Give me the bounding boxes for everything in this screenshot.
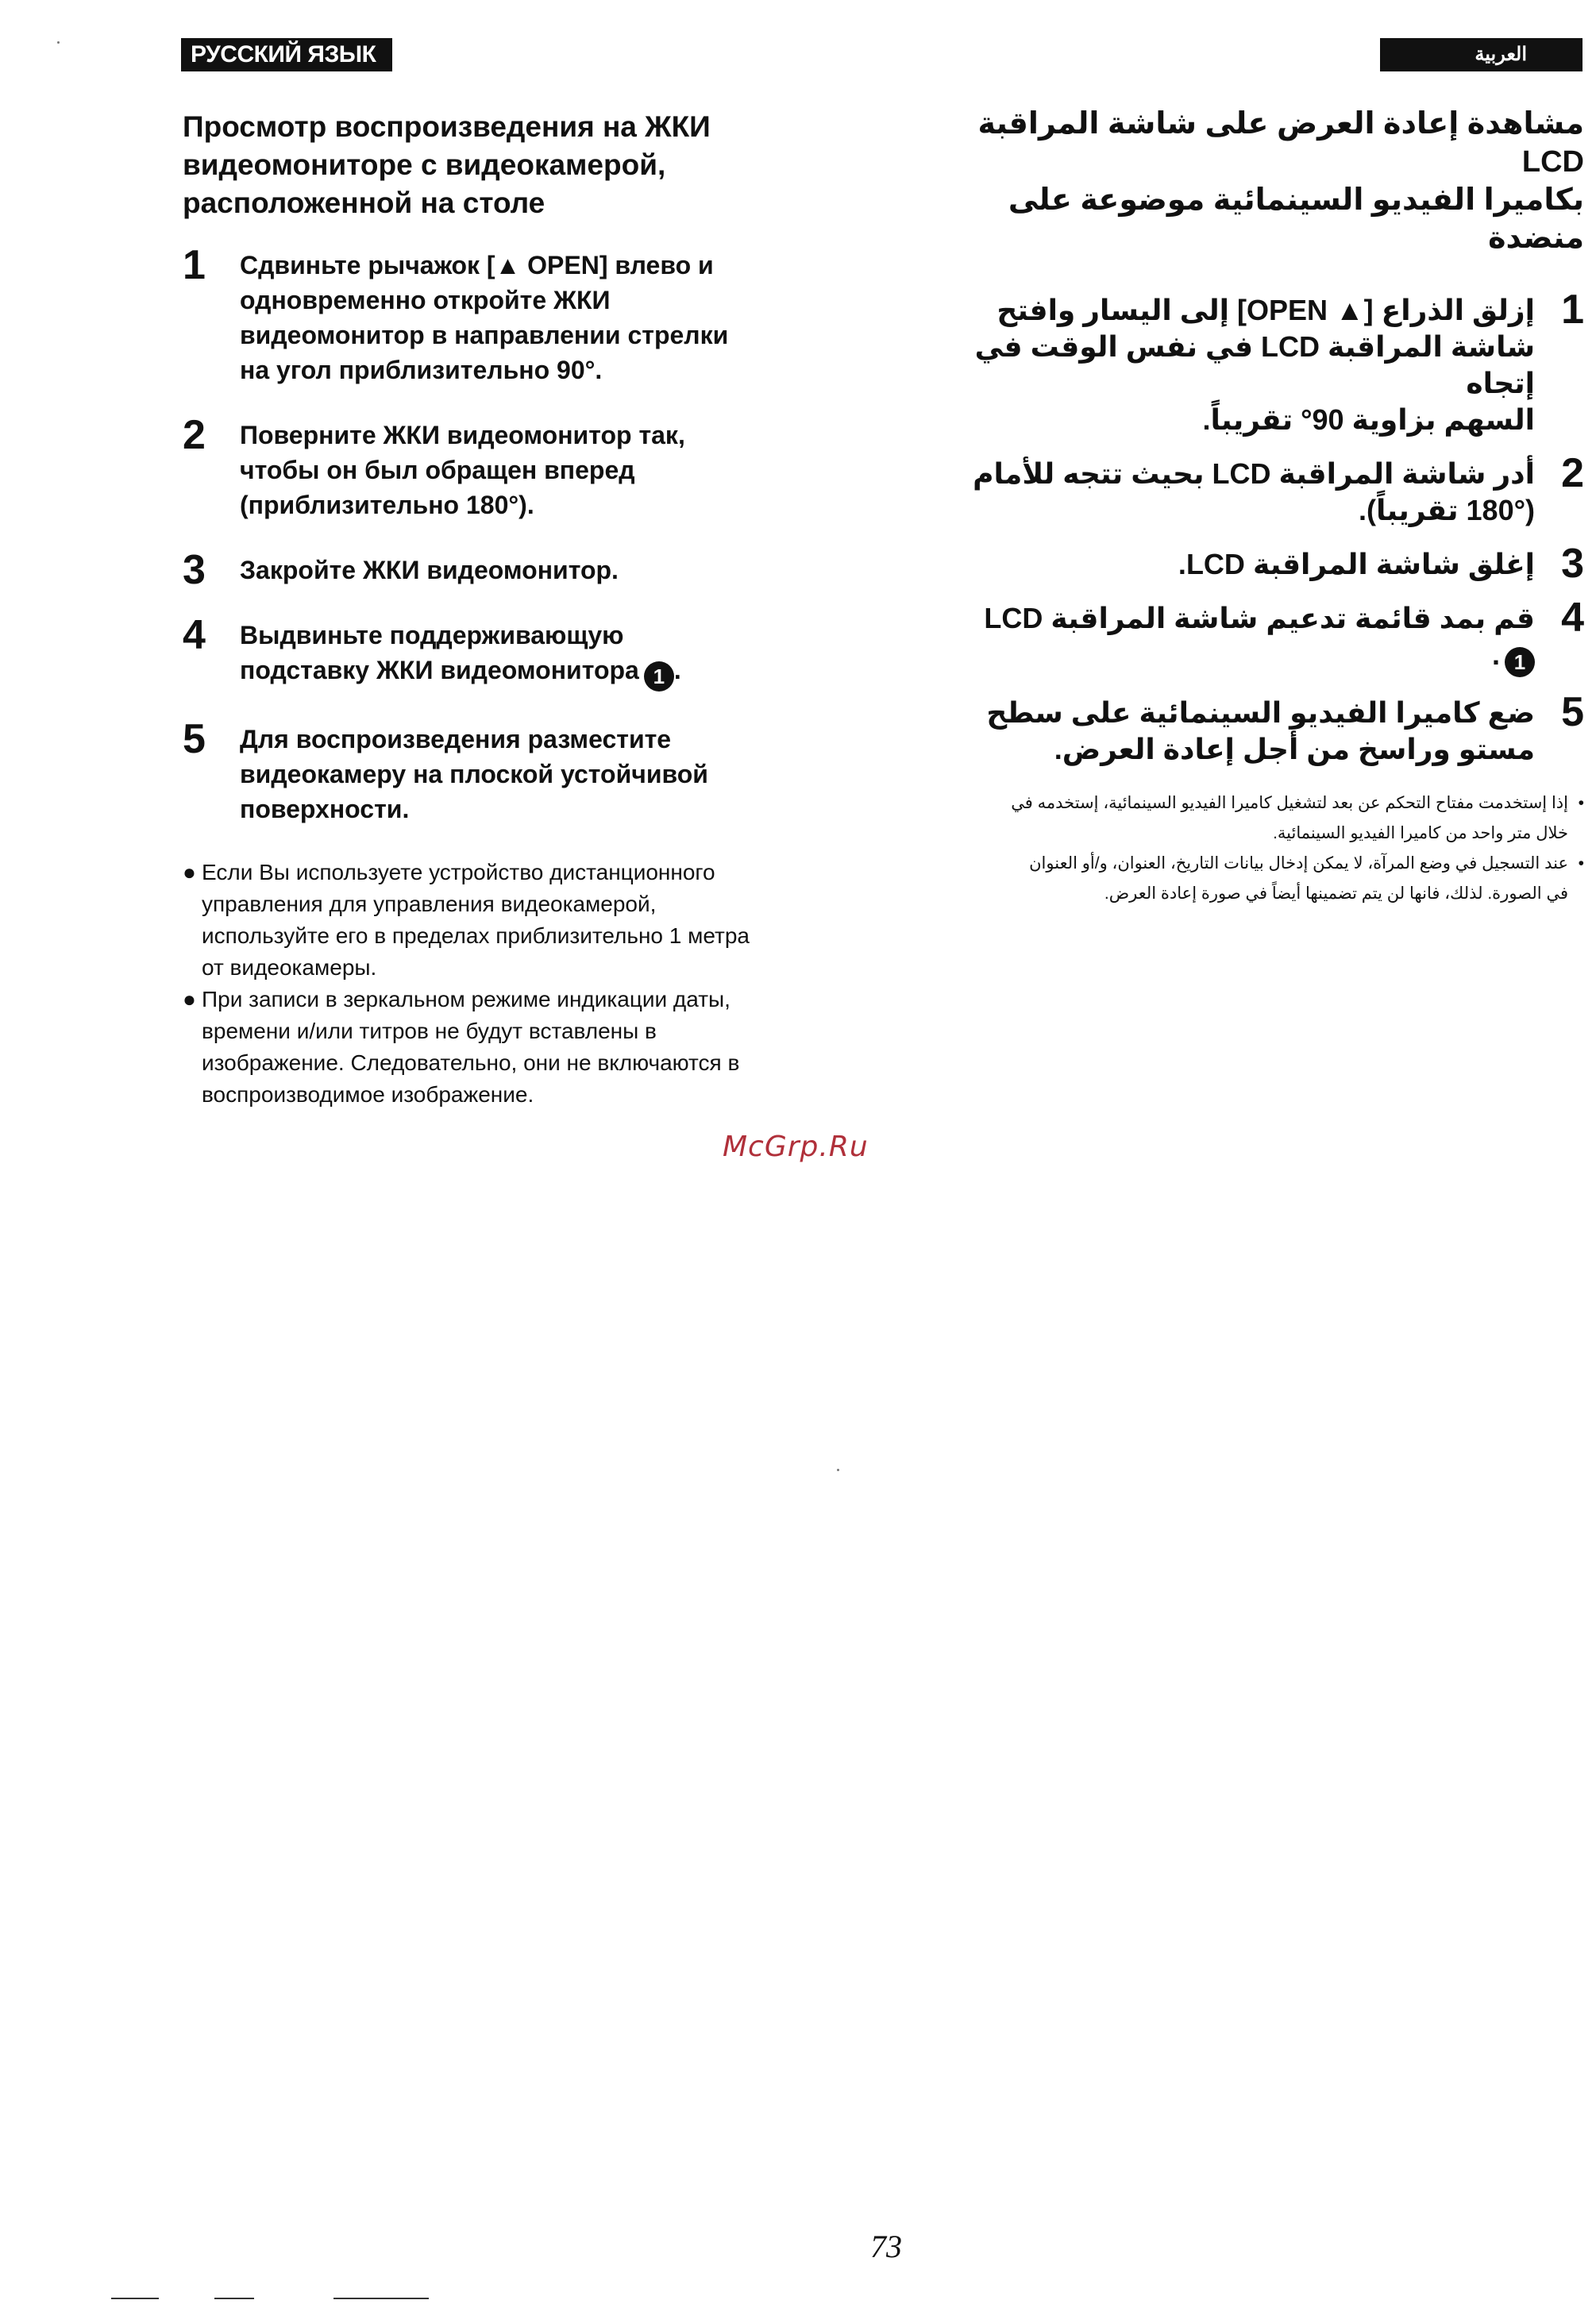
arabic-language-tab: العربية <box>1380 38 1583 71</box>
step-item <box>183 242 850 387</box>
step-item <box>953 287 1584 438</box>
note-item <box>183 857 850 984</box>
bottom-scan-mark <box>111 2298 159 2299</box>
russian-language-tab: РУССКИЙ ЯЗЫК <box>181 38 392 71</box>
russian-steps-list <box>183 242 850 826</box>
note-item <box>953 788 1584 849</box>
note-item <box>183 984 850 1111</box>
page-number: 73 <box>870 2229 902 2264</box>
note-text: عند التسجيل في وضع المرآة، لا يمكن إدخال بيانات التاريخ، العنوان، و/أو العنوان في الصورة. لذلك، فانها لن يتم تضمينها أيضاً في صورة إعادة العرض. <box>1029 854 1568 903</box>
russian-column <box>183 108 850 1111</box>
bullet-icon: • <box>1578 794 1584 812</box>
step-text: Поверните ЖКИ видеомонитор так, чтобы он был обращен вперед (приблизительно 180°). <box>240 421 685 519</box>
circled-number-icon: 1 <box>1505 647 1535 677</box>
bullet-icon: • <box>1578 854 1584 873</box>
step-item <box>953 595 1584 677</box>
step-text: Сдвиньте рычажок [▲ OPEN] влево и одновременно откройте ЖКИ видеомонитор в направлении стрелки на угол приблизительно 90°. <box>240 251 729 384</box>
watermark-text: McGrp.Ru <box>723 1131 869 1163</box>
step-item <box>183 412 850 522</box>
arabic-notes-list <box>953 788 1584 909</box>
step-number: 1 <box>1561 287 1584 333</box>
step-number: 5 <box>1561 689 1584 735</box>
step-text-suffix: . <box>1491 638 1500 671</box>
step-item <box>953 450 1584 529</box>
step-text: قم بمد قائمة تدعيم شاشة المراقبة LCD <box>984 602 1535 634</box>
arabic-section-title: مشاهدة إعادة العرض على شاشة المراقبة LCD بكاميرا الفيديو السينمائية موضوعة على منضدة <box>977 107 1584 255</box>
step-text: إزلق الذراع [▲ OPEN] إلى اليسار وافتح شاشة المراقبة LCD في نفس الوقت في إتجاه السهم بزاوية 90° تقريباً. <box>974 294 1535 436</box>
step-number: 2 <box>1561 450 1584 496</box>
note-text: إذا إستخدمت مفتاح التحكم عن بعد لتشغيل كاميرا الفيديو السينمائية، إستخدمه في خلال متر واحد من كاميرا الفيديو السينمائية. <box>1011 794 1568 842</box>
step-text: Закройте ЖКИ видеомонитор. <box>240 556 619 584</box>
bottom-scan-mark <box>214 2298 254 2299</box>
note-item <box>953 849 1584 909</box>
step-item <box>183 612 850 692</box>
step-item <box>953 541 1584 587</box>
arabic-steps-list <box>953 287 1584 768</box>
arabic-column <box>953 105 1584 909</box>
step-number: 4 <box>183 612 206 658</box>
scan-speck <box>837 1469 839 1471</box>
step-item <box>183 547 850 593</box>
scan-speck <box>57 41 60 44</box>
step-number: 2 <box>183 412 206 458</box>
step-number: 1 <box>183 242 206 288</box>
note-text: При записи в зеркальном режиме индикации даты, времени и/или титров не будут вставлены в изображение. Следовательно, они не включаются в воспроизводимое изображение. <box>202 987 740 1107</box>
circled-number-icon: 1 <box>644 661 674 692</box>
step-text: إغلق شاشة المراقبة LCD. <box>1178 548 1535 580</box>
step-item <box>183 716 850 826</box>
bottom-scan-mark <box>333 2298 429 2299</box>
step-item <box>953 689 1584 768</box>
step-number: 3 <box>1561 541 1584 587</box>
step-number: 4 <box>1561 595 1584 641</box>
step-text: Для воспроизведения разместите видеокамеру на плоской устойчивой поверхности. <box>240 725 708 823</box>
step-text: ضع كاميرا الفيديو السينمائية على سطح مستو وراسخ من أجل إعادة العرض. <box>986 696 1535 765</box>
step-text-suffix: . <box>673 656 681 684</box>
step-text: Выдвиньте поддерживающую подставку ЖКИ видеомонитора <box>240 621 639 684</box>
bullet-icon: ● <box>183 860 196 884</box>
bullet-icon: ● <box>183 987 196 1011</box>
russian-notes-list <box>183 857 850 1111</box>
note-text: Если Вы используете устройство дистанционного управления для управления видеокамерой, используйте его в пределах приблизительно 1 метра от видеокамеры. <box>202 860 750 980</box>
russian-section-title: Просмотр воспроизведения на ЖКИ видеомониторе с видеокамерой, расположенной на столе <box>183 110 711 219</box>
step-text: أدر شاشة المراقبة LCD بحيث تتجه للأمام (180° تقريباً). <box>973 457 1535 526</box>
step-number: 5 <box>183 716 206 762</box>
step-number: 3 <box>183 547 206 593</box>
